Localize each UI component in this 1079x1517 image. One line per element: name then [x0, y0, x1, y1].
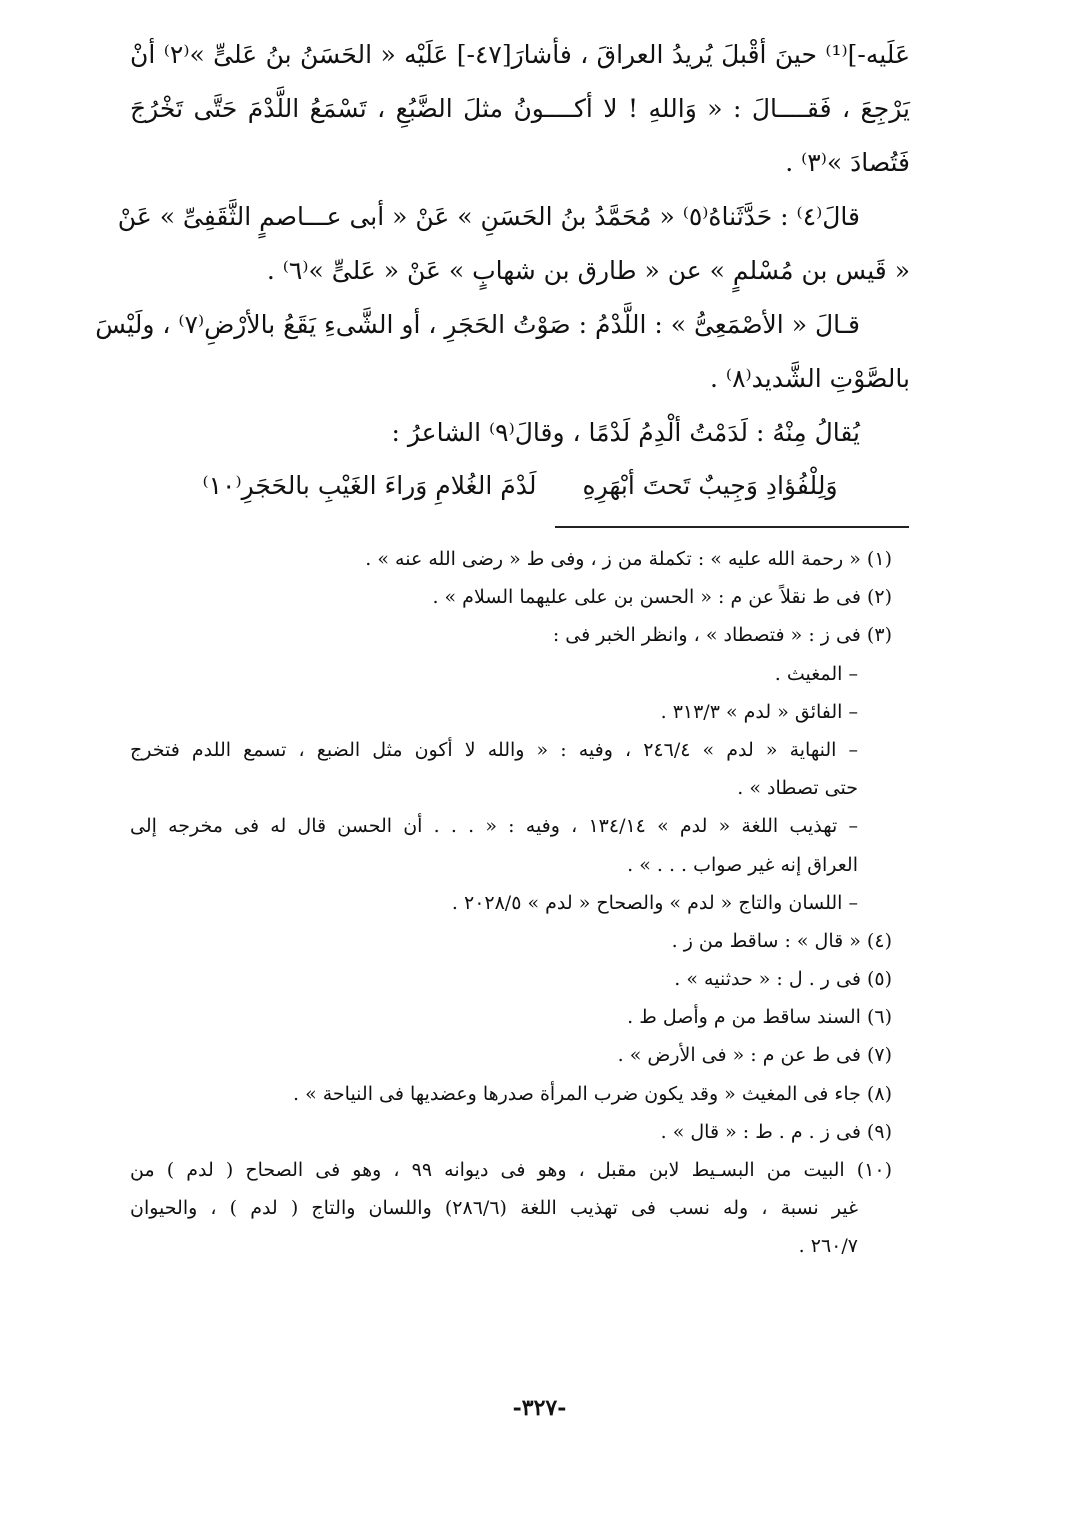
footnote-line: العراق إنه غير صواب . . . » . — [627, 853, 858, 876]
footnote-line: (٦) السند ساقط من م وأصل ط . — [627, 1006, 892, 1029]
footnote-line: (٤) « قال » : ساقط من ز . — [671, 929, 892, 952]
footnote-line: حتى تصطاد » . — [737, 777, 858, 800]
poetry-verse — [130, 460, 910, 512]
footnote-separator — [555, 526, 909, 528]
text-line: بالصَّوْتِ الشَّديد⁽٨⁾ . — [710, 364, 910, 393]
verse-hemistich-first: وَلِلْفُؤادِ وَجِيبٌ تَحتَ أبْهَرِهِ — [582, 471, 838, 500]
footnote-line: (٧) فى ط عن م : « فى الأرض » . — [617, 1044, 892, 1067]
footnote-line: (١) « رحمة الله عليه » : تكملة من ز ، وفى ط « رضى الله عنه » . — [365, 548, 892, 570]
text-line: « قَيس بن مُسْلمٍ » عن « طارق بن شهابٍ » عَنْ « عَلىٍّ »⁽٦⁾ . — [266, 256, 910, 285]
text-line: عَلَيه-]⁽¹⁾ حينَ أقْبلَ يُريدُ العراقَ ، فأشارَ[٤٧-] عَلَيْه « الحَسَنُ بنُ عَلىٍّ »⁽٢⁾ أنْ — [130, 40, 910, 69]
text-line: قـالَ « الأصْمَعِىُّ » : اللَّدْمُ : صَوْتُ الحَجَرِ ، أو الشَّىءِ يَقَعُ بالأرْضِ⁽٧⁾ ، ولَيْسَ — [95, 310, 860, 339]
verse-hemistich-second: لَدْمَ الغُلامِ وَراءَ الغَيْبِ بالحَجَرِ⁽١٠⁾ — [202, 471, 537, 500]
footnotes — [130, 540, 894, 1266]
footnote-line: (٥) فى ر . ل : « حدثنيه » . — [674, 968, 892, 991]
footnote-line: (٩) فى ز . م . ط : « قال » . — [660, 1120, 892, 1143]
main-text — [95, 28, 910, 512]
text-line: يَرْجِعَ ، فَقــــالَ : « وَاللهِ ! لا أكــــونُ مثلَ الضَّبُعِ ، تَسْمَعُ اللَّدْمَ حَتَّى تَخْرُجَ — [130, 94, 910, 123]
footnote-line: (٨) جاء فى المغيث « وقد يكون ضرب المرأة صدرها وعضديها فى النياحة » . — [292, 1082, 892, 1105]
footnote-line: (٣) فى ز : « فتصطاد » ، وانظر الخبر فى : — [552, 624, 892, 647]
footnote-line: – المغيث . — [774, 662, 858, 685]
text-line: يُقالُ مِنْهُ : لَدَمْتُ ألْدِمُ لَدْمًا ، وقالَ⁽٩⁾ الشاعرُ : — [391, 418, 860, 447]
footnote-line: غير نسبة ، وله نسب فى تهذيب اللغة (٢٨٦/٦) واللسان والتاج ( لدم ) ، والحيوان — [130, 1197, 859, 1220]
text-line: فَتُصادَ »⁽٣⁾ . — [785, 148, 910, 177]
footnote-line: – اللسان والتاج « لدم » والصحاح « لدم » ٢٠٢٨/٥ . — [451, 891, 858, 914]
footnote-line: (٢) فى ط نقلاً عن م : « الحسن بن على عليهما السلام » . — [432, 586, 892, 609]
page-number: -٣٢٧- — [512, 1395, 567, 1421]
footnote-line: (١٠) البيت من البسـيط لابن مقبل ، وهو فى ديوانه ٩٩ ، وهو فى الصحاح ( لدم ) من — [130, 1159, 893, 1181]
footnote-line: – النهاية « لدم » ٢٤٦/٤ ، وفيه : « والله لا أكون مثل الضبع ، تسمع اللدم فتخرج — [130, 738, 858, 761]
footnote-line: – تهذيب اللغة « لدم » ١٣٤/١٤ ، وفيه : « . . . أن الحسن قال له فى مخرجه إلى — [130, 815, 858, 838]
footnote-line: – الفائق « لدم » ٣١٣/٣ . — [660, 700, 858, 723]
footnote-line: ٢٦٠/٧ . — [798, 1235, 858, 1258]
text-line: قالَ⁽٤⁾ : حَدَّثَناهُ⁽٥⁾ « مُحَمَّدُ بنُ الحَسَنِ » عَنْ « أبى عـــاصمٍ الثَّقَفِىِّ » عَنْ — [117, 202, 860, 231]
